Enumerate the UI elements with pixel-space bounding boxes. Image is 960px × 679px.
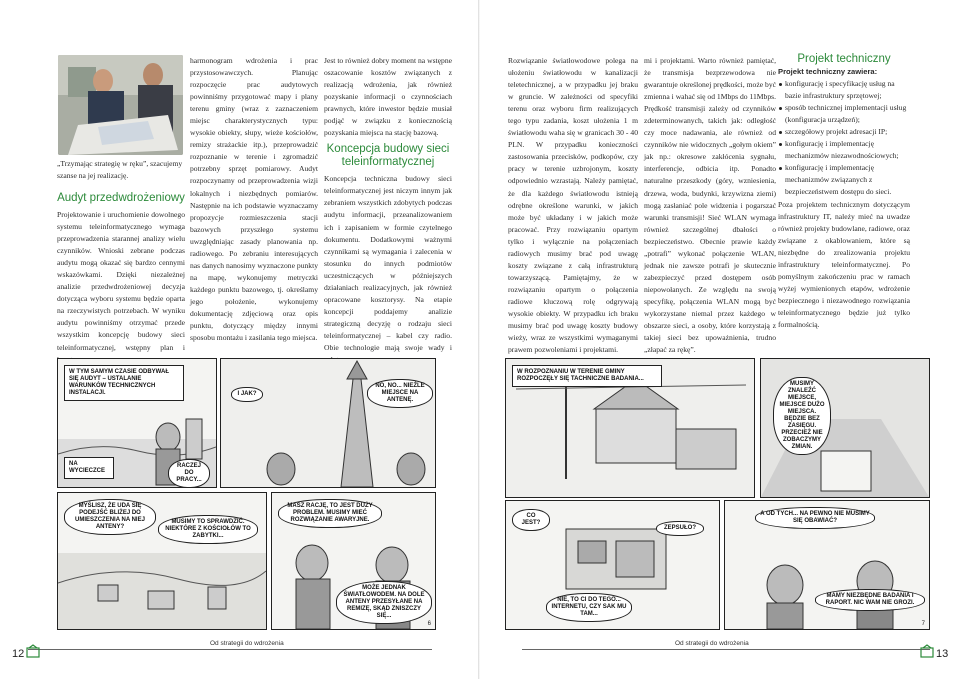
comic-panel-6 xyxy=(760,358,930,498)
footer-text: Od strategii do wdrożenia xyxy=(210,640,284,647)
audit-paragraph: Projektowanie i uruchomienie dowolnego systemu teleinformatycznego wymaga przeprowadzenia starannej analizy wielu czynników. Wnioski zebrane podczas audytu mogą okazać się bardzo cennymi wskazówkami. Dzięki niezależnej analizie przedwdrożeniowej decyzja dotycząca wyboru systemu będzie oparta na rzeczywistych potrzebach. W wyniku audytu powinniśmy otrzymać przede wszystkim koncepcję budowy sieci teleinformatycznej, wstępny plan i xyxy=(57,210,185,352)
list-item: sposób technicznej implementacji usług (konfiguracja urządzeń); xyxy=(778,102,910,126)
panel7-bubble-3: NIE, TO CI DO TEGO... INTERNETU, CZY SAK MU TAM... xyxy=(546,593,632,622)
page-number: 12 xyxy=(12,648,25,660)
sidebar-list xyxy=(778,78,910,198)
panel2-bubble-2: NO, NO... NIEŹLE MIEJSCE NA ANTENĘ. xyxy=(367,379,433,408)
comic-panel-3 xyxy=(57,492,267,630)
panel4-bubble-2: MOŻE JEDNAK ŚWIATŁOWODEM. NA DOLE ANTENY PRZESYŁANE NA REMIZĘ, SKĄD ZNISZCZY SIĘ... xyxy=(336,581,432,624)
heading-audit: Audyt przedwdrożeniowy xyxy=(57,192,185,204)
panel-number: 6 xyxy=(427,621,431,627)
right-column-1 xyxy=(508,55,638,356)
panel8-bubble-2: MAMY NIEZBĘDNE BADANIA I RAPORT. NIC WAM NIE GROZI. xyxy=(815,589,925,611)
photo-illustration xyxy=(58,55,183,155)
panel1-caption-box: W TYM SAMYM CZASIE ODBYWAŁ SIĘ AUDYT – USTALANIE WARUNKÓW TECHNICZNYCH INSTALACJI. xyxy=(64,365,184,401)
left-column-2 xyxy=(190,55,318,344)
panel-number: 7 xyxy=(921,621,925,627)
footer-text: Od strategii do wdrożenia xyxy=(675,640,749,647)
comic-panel-4 xyxy=(271,492,436,630)
audit-process-paragraph: harmonogram wdrożenia i prac przystosowawczych. Planując rozpoczęcie prac audytowych powinniśmy przygotować mapy i plany terenu gminy (wraz z zaznaczeniem miejsc charakterystycznych typu: wysokie obiekty, słupy, wieże kościołów, remizy strażackie itp.), przeprowadzić rozpoznanie w terenie i zgromadzić potrzebny sprzęt pomiarowy. Audyt rozpoczynamy od przeprowadzenia wizji lokalnych i niezbędnych pomiarów. Następnie na ich podstawie wyznaczamy propozycje rozmieszczenia stacji bazowych przyszłego systemu uwzględniając zasady planowania np. radiowego. Po zebraniu interesujących nas danych nanosimy wyznaczone punkty na mapę, wykonujemy metryczki każdego punktu bazowego, tj. określamy jego położenie, wykonujemy dokumentację zdjęciową oraz opis punktu, dotyczący między innymi sposobu montażu i zasilania tego miejsca. xyxy=(190,56,318,343)
panel4-bubble-1: MASZ RACJĘ, TO JEST DUŻY PROBLEM. MUSIMY MIEĆ ROZWIĄZANIE AWARYJNE. xyxy=(278,499,382,528)
project-sidebar xyxy=(778,52,910,331)
sidebar-title: Projekt techniczny xyxy=(797,53,891,65)
panel8-bubble-1: A OD TYCH... NA PEWNO NIE MUSIMY SIĘ OBAWIAĆ? xyxy=(755,507,875,529)
list-item: konfigurację i implementację mechanizmów związanych z bezpieczeństwem dostępu do sieci. xyxy=(778,162,910,198)
concept-paragraph: Koncepcja techniczna budowy sieci teleinformatycznej jest niczym innym jak zebraniem wszystkich zdobytych podczas audytu informacji, przeanalizowaniem ich i zapisaniem w formie czytelnego dokumentu. Dodatkowymi ważnymi czynnikami są wymagania i zalecenia w stosunku do innych podmiotów uczestniczących w późniejszych działaniach realizacyjnych, jak również opracowane kosztorysy. Na etapie koncepcji poddajemy analizie strategiczną decyzję o rodzaju sieci teleinformatycznej – kabel czy radio. Obie technologie mają swoje wady i xyxy=(324,174,452,352)
comic-panel-8 xyxy=(724,500,930,630)
cost-estimate-paragraph: Jest to również dobry moment na wstępne oszacowanie kosztów związanych z realizacją wdrożenia, jak również pozyskanie informacji o czynnościach prawnych, które inwestor będzie musiał podjąć w związku z koniecznością pozyskania miejsca na stację bazową. xyxy=(324,56,452,138)
list-item: szczegółowy projekt adresacji IP; xyxy=(778,126,910,138)
page-number: 13 xyxy=(936,648,949,660)
wireless-paragraph: mi i projektami. Warto również pamiętać, że transmisja bezprzewodowa nie gwarantuje określonej prędkości, może być zmienna i wahać się od 1Mbps do 11Mbps. Prędkość transmisji zależy od czynników zdeterminowanych, takich jak: odległość czy moce nadawania, ale również od czynników nie widocznych „gołym okiem” jak np.: okresowe zakłócenia sygnału, interferencje, odbicia itp. Ponadto naturalne przeszkody (góry, wzniesienia, drzewa, woda, budynki, krzywizna ziemi) mogą zasłaniać pole widzenia i pogarszać warunki transmisji! Sieć WLAN wymaga również szczególnej dbałości o bezpieczeństwo. Obecnie prawie każdy „potrafi” wykonać połączenie WLAN, jednak nie zawsze potrafi je skutecznie zabezpieczyć przed dostępem osób niepowołanych. Ze względu na swoją specyfikę, połączenia WLAN mogą być wykorzystane niemal przez każdego w obszarze sieci, a osoby, które korzystają z takiej sieci bez upoważnienia, trudno „złapać za rękę”. xyxy=(644,56,777,355)
photo-caption: „Trzymając strategię w ręku”, szacujemy szanse na jej realizację. xyxy=(57,159,183,180)
panel3-bubble-1: MYŚLISZ, ŻE UDA SIĘ PODEJŚĆ BLIŻEJ DO UMIESZCZENIA NA NIEJ ANTENY? xyxy=(64,499,156,535)
heading-concept: Koncepcja budowy sieci teleinformatycznej xyxy=(326,143,450,169)
panel1-sign: NA WYCIECZCE xyxy=(64,457,114,479)
panel5-caption-box: W ROZPOZNANIU W TERENIE GMINY ROZPOCZĘŁY SIĘ TACHNICZNE BADANIA... xyxy=(512,365,662,387)
footer-line xyxy=(28,649,432,650)
sidebar-subtitle: Projekt techniczny zawiera: xyxy=(778,67,878,76)
book-icon xyxy=(26,644,40,658)
list-item: konfigurację i specyfikację usług na bazie infrastruktury sprzętowej; xyxy=(778,78,910,102)
left-column-1 xyxy=(57,188,185,366)
list-item: konfigurację i implementację mechanizmów niezawodnościowych; xyxy=(778,138,910,162)
panel2-bubble-1: I JAK? xyxy=(231,387,263,402)
right-column-2 xyxy=(644,55,776,356)
comic-panel-2 xyxy=(220,358,436,488)
left-column-3 xyxy=(324,55,452,366)
sidebar-paragraph: Poza projektem technicznym dotyczącym infrastruktury IT, należy mieć na uwadze również projekty budowlane, radiowe, oraz związane z okablowaniem, które są niezbędne do zrealizowania projektu infrastruktury teleinformatycznej. Po pomyślnym zakończeniu prac w ramach wyżej wymienionych etapów, wdrożenie bezpiecznego i niezawodnego rozwiązania teleinformatycznego będzie już tylko formalnością. xyxy=(778,199,910,329)
comic-panel-1 xyxy=(57,358,217,488)
panel7-bubble-1: CO JEST? xyxy=(512,509,550,531)
panel6-bubble-1: MUSIMY ZNALEŹĆ MIEJSCE, MIEJSCE DUŻO MIEJSCA. BĘDZIE BEZ ZASIĘGU. PRZECIEŻ NIE ZOBACZYMY ZMIAN. xyxy=(773,377,831,455)
comic-panel-5 xyxy=(505,358,755,498)
footer-line xyxy=(522,649,930,650)
meeting-photo xyxy=(58,55,183,155)
panel3-bubble-2: MUSIMY TO SPRAWDZIĆ. NIEKTÓRE Z KOŚCIOŁÓW TO ZABYTKI... xyxy=(158,515,258,544)
fiber-paragraph: Rozwiązanie światłowodowe polega na ułożeniu światłowodu w kanalizacji teletechnicznej, a w przypadku jej braku w gruncie. W zależności od specyfiki terenu oraz wyboru firm realizujących tego typu zadania, koszt ułożenia 1 m światłowodu waha się w granicach 30 - 40 PLN. W przypadku konieczności zastosowania przecisków, podkopów, czy pracy w terenie uzbrojonym, koszty odpowiednio wzrastają. Należy pamiętać, że dla każdego światłowodu istnieją odrębne określone warunki, w jakich może być układany i w jakich może pracować. Przy rozwiązaniu opartym tylko i wyłącznie na połączeniach radiowych musimy brać pod uwagę koszty związane z całą infrastrukturą towarzyszącą. Pamiętajmy, że w rozwiązaniu opartym o połączenia radiowe kluczową rolę odgrywają wysokie obiekty. W przypadku ich braku musimy brać pod uwagę koszty budowy wieży, wraz ze wszystkimi wymaganymi prawem pozwoleniami i projektami. xyxy=(508,56,638,355)
panel7-bubble-2: ZEPSUŁO? xyxy=(656,521,704,536)
panel1-bubble: RACZEJ DO PRACY... xyxy=(168,459,210,488)
book-icon xyxy=(920,644,934,658)
comic-panel-7 xyxy=(505,500,720,630)
